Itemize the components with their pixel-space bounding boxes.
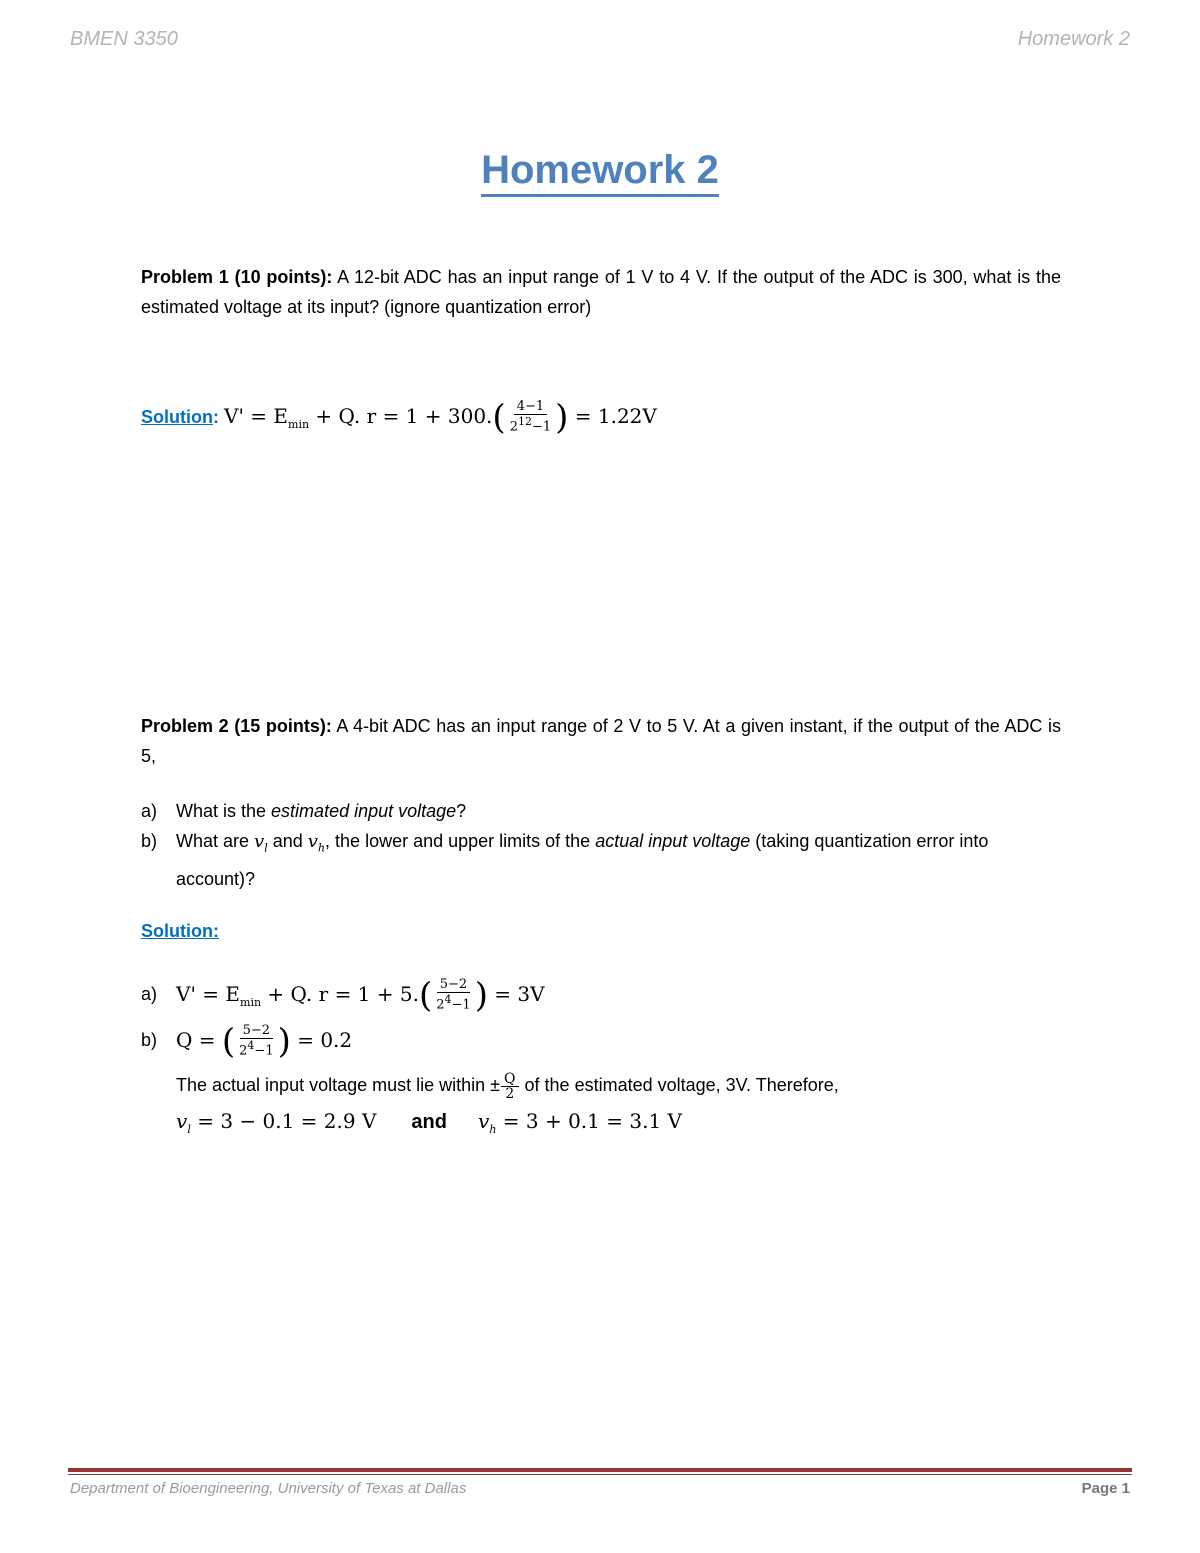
header-course: BMEN 3350 [70,28,178,50]
question-b-and: and [267,831,308,851]
solution-1-colon: : [212,407,219,427]
problem-2-statement [141,711,1061,771]
solution-1-equation: $V' = E_{min} + Q$. r = 1 + 300.( $\frac{4-1}{2^{12}-1}$ ) = 1.22V [224,397,657,438]
eq1-den-exp: 12 [517,415,532,429]
solution-final [176,1104,1061,1147]
sb-den-exp: 4 [247,1039,255,1053]
problem-2-label: Problem 2 (15 points): [141,716,332,736]
footer-page-label: Page [1081,1480,1118,1497]
solution-b-equation: Q = ( $\frac{5-2}{2^4-1}$ ) = 0.2 [176,1021,353,1062]
sa-fraction [433,978,473,1012]
problem-1-statement [141,262,1061,322]
question-a-post: ? [456,801,467,821]
sb-result: = 0.2 [290,1028,353,1052]
sb-frac-den [236,1039,276,1058]
note-frac-num: Q [501,1072,518,1087]
solution-2-label: Solution: [141,921,219,941]
final-vh: v [478,1109,490,1133]
eq1-frac-den [507,415,554,434]
question-b [141,826,1061,894]
final-vh-sub: h [489,1123,497,1136]
problem-1-label: Problem 1 (10 points): [141,267,333,287]
problem-2-solution-heading [141,916,1061,946]
solution-a-label: a) [141,984,158,1004]
note-post: of the estimated voltage, 3V. Therefore, [519,1075,839,1095]
solution-b-label: b) [141,1030,158,1050]
final-vh-equation [478,1109,682,1136]
solution-a [141,974,1061,1023]
question-a [141,796,1061,826]
page-title-text: Homework 2 [481,148,719,197]
solution-a-equation: $V' = E_{min} + Q$. r = 1 + 5.( $\frac{5-2}{2^4-1}$ ) = 3V [176,975,545,1016]
sa-den-base: 2 [436,997,445,1013]
question-b-em: actual input voltage [595,831,751,851]
solution-note [176,1068,1061,1102]
eq1-frac-num: 4−1 [514,400,547,415]
eq1-sub: min [288,418,310,431]
note-fraction [501,1072,518,1101]
eq1-den-base: 2 [509,419,518,435]
question-b-vh-sub: h [317,841,326,855]
question-b-post: (taking quantization error into account)? [176,831,989,889]
eq1-fraction [507,400,554,434]
question-a-label: a) [141,801,158,821]
final-and: and [411,1111,447,1133]
eq1-result: = 1.22V [568,404,657,428]
footer-rule-thin [68,1474,1132,1475]
question-b-vl-sub: l [264,841,268,855]
question-b-vl: v [254,831,265,852]
final-vl-equation [176,1109,377,1136]
sb-lhs: Q = [176,1028,222,1052]
final-vl: v [176,1109,188,1133]
footer-rule-thick [68,1468,1132,1472]
sa-den-tail: −1 [451,997,471,1013]
sa-sub: min [240,996,262,1009]
sa-mid: + Q. r = 1 + 5. [261,982,419,1006]
eq1-lhs: V' = E [224,404,289,428]
footer-page-number: 1 [1121,1480,1130,1497]
solution-1-label: Solution [141,407,213,427]
footer-department: Department of Bioengineering, University of Texas at Dallas [70,1480,467,1497]
question-b-vh: v [307,831,318,852]
note-pre: The actual input voltage must lie within ± [176,1075,501,1095]
solution-b [141,1020,1061,1062]
sa-result: = 3V [487,982,545,1006]
eq1-den-tail: −1 [531,419,552,435]
sb-den-base: 2 [239,1043,248,1059]
eq1-mid: + Q. r = 1 + 300. [309,404,493,428]
question-b-mid: , the lower and upper limits of the [325,831,596,851]
sb-fraction [236,1024,276,1058]
question-a-pre: What is the [176,801,272,821]
sb-frac-num: 5−2 [240,1024,273,1039]
sa-lhs: V' = E [176,982,241,1006]
sa-frac-num: 5−2 [437,978,470,993]
sb-den-tail: −1 [254,1043,274,1059]
problem-1-text: A 12-bit ADC has an input range of 1 V to 4 V. If the output of the ADC is 300, what is the estimated voltage at its input? (ignore quantization error) [141,267,1061,317]
page-title [0,148,1200,193]
problem-2-text: A 4-bit ADC has an input range of 2 V to 5 V. At a given instant, if the output of the ADC is 5, [141,716,1061,766]
header-doc-title: Homework 2 [1017,28,1130,50]
question-b-pre: What are [176,831,255,851]
final-vl-eq: = 3 − 0.1 = 2.9 V [190,1109,377,1133]
problem-1-solution [141,398,1061,443]
sa-frac-den [433,993,473,1012]
question-a-em: estimated input voltage [271,801,457,821]
note-frac-den: 2 [505,1085,515,1102]
final-vl-sub: l [187,1123,191,1136]
sa-den-exp: 4 [444,993,452,1007]
final-vh-eq: = 3 + 0.1 = 3.1 V [496,1109,682,1133]
footer-page [1082,1480,1130,1497]
question-b-label: b) [141,831,158,851]
